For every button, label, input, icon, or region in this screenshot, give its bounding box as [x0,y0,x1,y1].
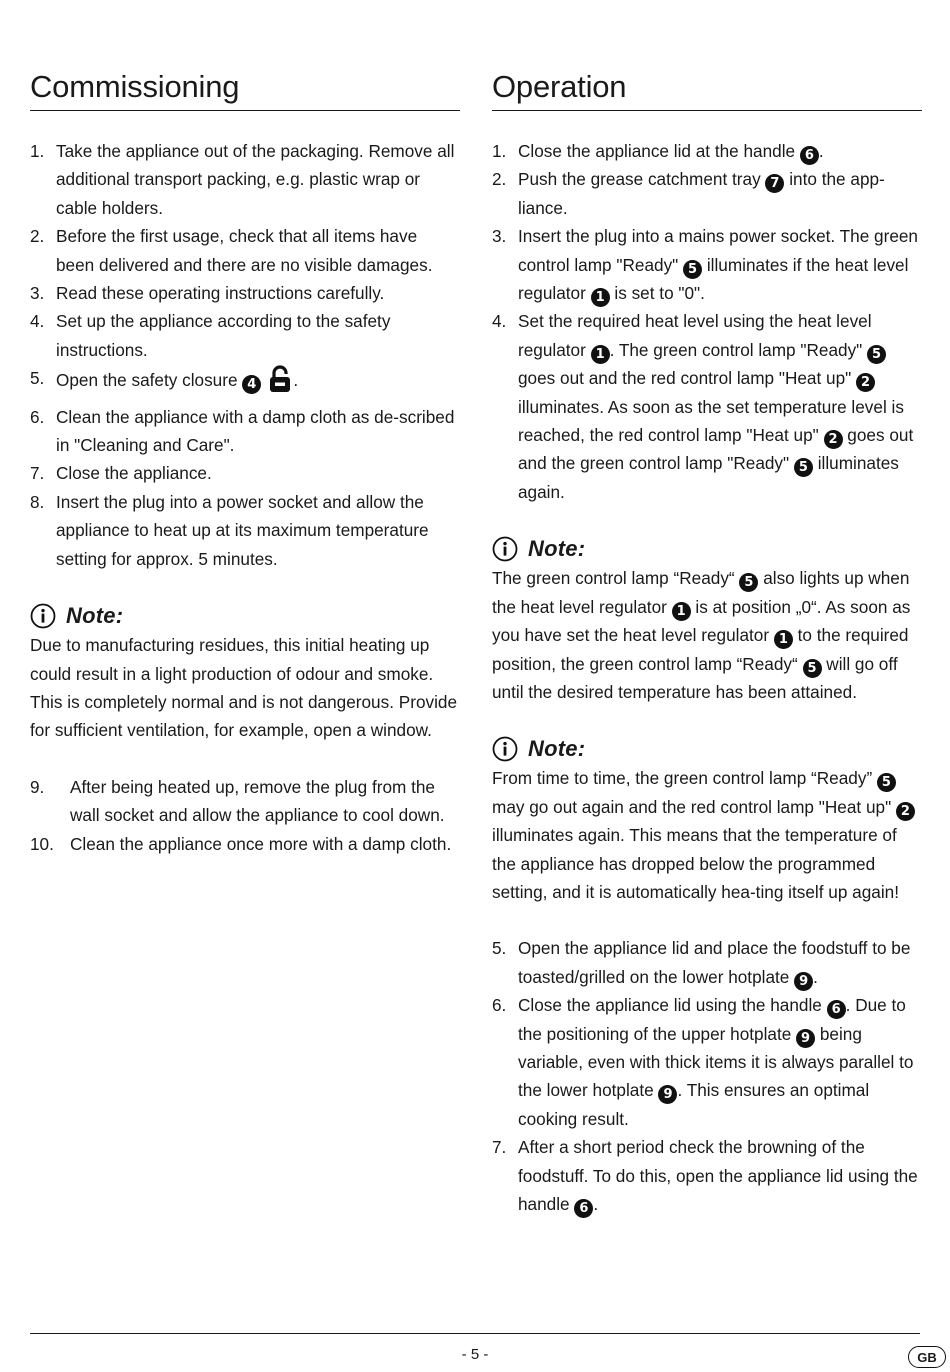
part-number-badge: 1 [591,345,610,364]
note-body [492,564,922,706]
step-number: 3. [492,226,507,247]
list-item [492,307,922,506]
part-number-badge: 1 [774,630,793,649]
text-run: illuminates if the heat level regulator [518,254,909,304]
text-run: . [813,966,818,987]
text-run: illuminates. As soon as the set temperature level is reached, the red control lamp "Heat up" [518,396,904,446]
step-number: 8. [30,491,45,512]
step-text [56,463,212,483]
text-run: goes out and the red control lamp "Heat up" [518,368,857,389]
step-text [518,938,911,989]
part-number-badge: 5 [739,573,758,592]
page-number: - 5 - [461,1346,489,1363]
note-label: Note: [66,603,124,629]
text-run: Take the appliance out of the packaging. Remove all additional transport packing, e.g. plastic wrap or cable holders. [56,141,455,218]
text-run: is at position „0“. As soon as you have set the heat level regulator [492,596,911,646]
part-number-badge: 9 [794,972,813,991]
part-number-badge: 5 [877,773,896,792]
step-text [518,1137,918,1214]
list-item [30,307,460,364]
step-text [56,492,429,569]
text-run: Push the grease catchment tray [518,169,766,190]
text-run: Set up the appliance according to the safety instructions. [56,311,391,360]
text-run: Before the first usage, check that all items have been delivered and there are no visible damages. [56,226,433,275]
text-run: . [293,370,299,391]
list-item [30,279,460,307]
text-run: to the required position, the green control lamp “Ready“ [492,625,909,674]
note-heading [492,734,922,764]
text-run: After being heated up, remove the plug from the wall socket and allow the appliance to cool down. [70,776,445,826]
step-number: 4. [30,311,45,332]
part-number-badge: 6 [800,146,819,165]
text-run: is set to "0". [609,283,705,304]
list-item [30,403,460,460]
step-number: 7. [30,463,45,484]
text-run: The green control lamp “Ready“ [492,568,740,589]
text-run: Insert the plug into a power socket and allow the appliance to heat up at its maximum temperature setting for approx. 5 minutes. [56,491,429,569]
list-item [492,1133,922,1218]
step-text [70,777,445,825]
info-icon [492,536,518,562]
text-run: Insert the plug into a mains power socket. The green control lamp "Ready" [518,226,918,275]
note-heading [492,534,922,564]
part-number-badge: 7 [765,174,784,193]
list-item [492,991,922,1133]
step-number: 2. [492,169,507,190]
text-run: may go out again and the red control lamp "Heat up" [492,796,896,817]
part-number-badge: 6 [827,1000,846,1019]
step-text [518,141,824,161]
part-number-badge: 2 [824,430,843,449]
text-run: Close the appliance. [56,463,212,484]
step-number: 5. [30,368,45,389]
info-icon [30,603,56,629]
part-number-badge: 6 [574,1199,593,1218]
text-run: After a short period check the browning of the foodstuff. To do this, open the appliance lid using the handle [518,1137,918,1214]
text-run: . [593,1194,599,1214]
text-run: Set the required heat level using the heat level regulator [518,311,872,360]
note-body [492,764,922,906]
step-number: 6. [492,995,507,1016]
step-text [56,226,432,274]
part-number-badge: 2 [896,802,915,821]
text-run: into the app-liance. [518,169,885,218]
part-number-badge: 2 [856,373,875,392]
text-run: Open the appliance lid and place the foodstuff to be toasted/grilled on the lower hotplate [518,938,911,987]
step-text [56,407,454,455]
section-title-commissioning: Commissioning [30,68,460,111]
step-text [518,995,913,1129]
text-run: Clean the appliance with a damp cloth as de-scribed in "Cleaning and Care". [56,406,455,456]
text-run: also lights up when the heat level regulator [492,568,910,617]
text-run: Clean the appliance once more with a damp cloth. [70,833,452,854]
step-number: 3. [30,283,45,304]
commissioning-steps [30,137,460,573]
part-number-badge: 4 [242,375,261,394]
list-item [30,459,460,487]
step-number: 1. [492,141,507,161]
step-number: 10. [30,833,54,854]
step-number: 9. [30,776,45,797]
step-number: 2. [30,226,45,247]
note-label: Note: [528,536,586,562]
part-number-badge: 5 [867,345,886,364]
part-number-badge: 5 [683,260,702,279]
text-run: being variable, even with thick items it is always parallel to the lower hotplate [518,1023,914,1101]
info-icon [492,736,518,762]
list-item [492,222,922,307]
step-text [70,834,451,854]
open-padlock-icon [267,364,293,402]
text-run: . The green control lamp "Ready" [609,339,868,360]
list-item [30,773,460,830]
list-item [30,137,460,222]
footer-divider [30,1333,920,1334]
list-item [30,222,460,279]
list-item [492,165,922,222]
step-text [56,283,384,303]
text-run: Read these operating instructions carefully. [56,283,385,304]
step-number: 7. [492,1137,507,1158]
list-item [492,934,922,991]
text-run: From time to time, the green control lamp “Ready” [492,768,877,789]
section-title-operation: Operation [492,68,922,111]
list-item [30,364,460,402]
step-text [56,141,454,218]
step-text [56,311,390,359]
operation-column [492,68,922,1218]
text-run: illuminates again. [518,453,899,502]
part-number-badge: 5 [794,458,813,477]
part-number-badge: 1 [591,288,610,307]
list-item [492,137,922,165]
note-label: Note: [528,736,586,762]
step-number: 5. [492,938,507,959]
note-heading [30,601,460,631]
part-number-badge: 9 [658,1085,677,1104]
list-item [30,830,460,858]
step-text [518,226,918,306]
text-run: goes out and the green control lamp "Ready" [518,425,914,474]
part-number-badge: 5 [803,659,822,678]
text-run: Open the safety closure [56,370,243,391]
list-item [30,488,460,573]
step-text [56,370,299,393]
part-number-badge: 9 [796,1029,815,1048]
note-body [30,631,460,745]
operation-steps [492,137,922,506]
text-run: . [818,141,824,161]
step-number: 1. [30,141,45,161]
step-text [518,169,885,217]
text-run: Due to manufacturing residues, this initial heating up could result in a light production of odour and smoke. This is completely normal and is not dangerous. Provide for sufficient ventilation, for example, open a window. [30,635,458,741]
text-run: Close the appliance lid using the handle [518,995,827,1016]
step-number: 6. [30,406,45,427]
text-run: . This ensures an optimal cooking result. [518,1080,870,1129]
language-badge: GB [908,1346,946,1368]
operation-steps-continued [492,934,922,1218]
commissioning-steps-continued [30,773,460,858]
part-number-badge: 1 [672,602,691,621]
text-run: illuminates again. This means that the temperature of the appliance has dropped below the programmed setting, and it is automatically hea-ting itself up again! [492,825,900,902]
commissioning-column [30,68,460,858]
step-number: 4. [492,311,507,332]
step-text [518,311,913,501]
text-run: will go off until the desired temperature has been attained. [492,653,898,702]
text-run: . Due to the positioning of the upper hotplate [518,995,906,1044]
text-run: Close the appliance lid at the handle [518,141,800,161]
